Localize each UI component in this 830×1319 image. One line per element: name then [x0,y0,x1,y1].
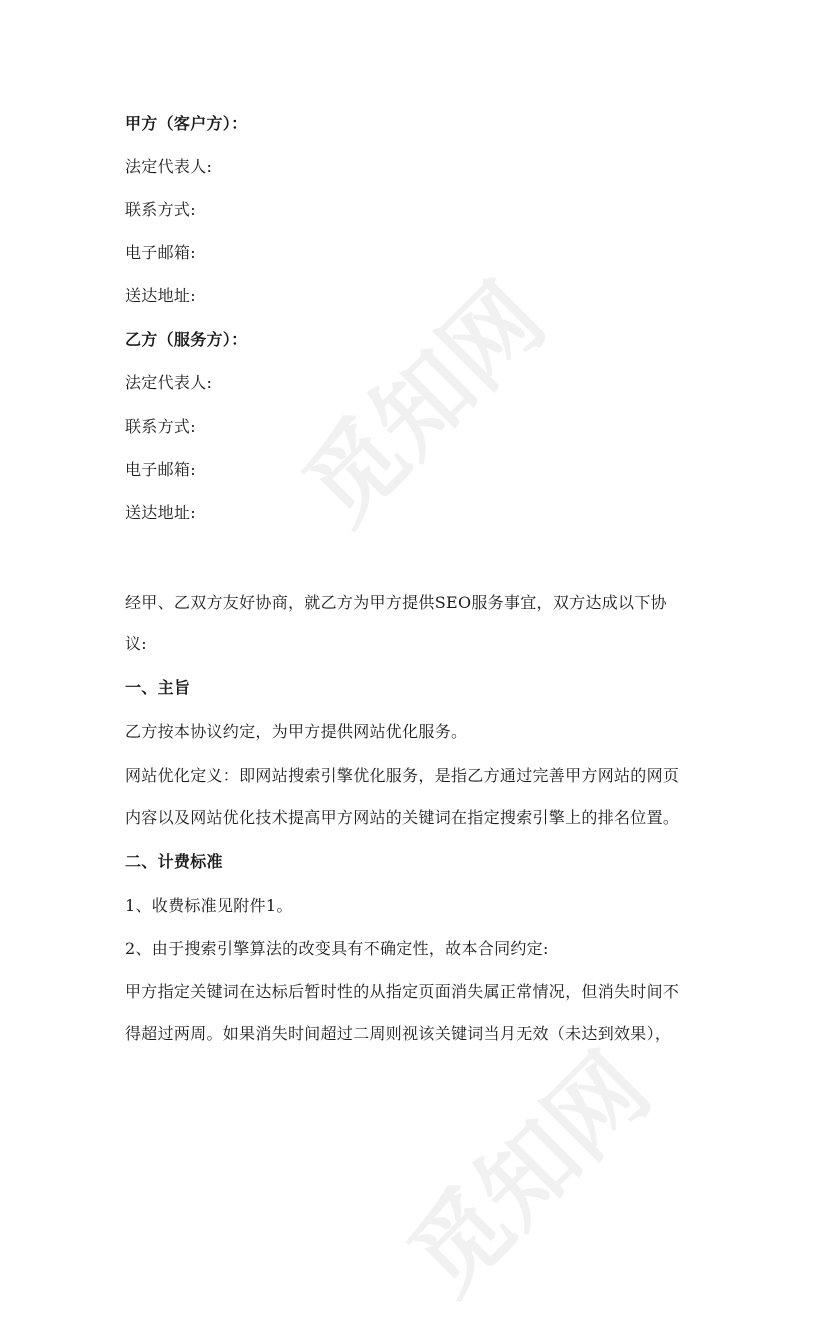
party-a-contact: 联系方式: [125,200,196,219]
party-a-email: 电子邮箱: [125,243,196,262]
intro-line-2: 议: [125,634,147,653]
party-b-legal-rep: 法定代表人: [125,373,213,392]
watermark-bottom: 觅知网 [387,1032,671,1316]
watermark: 觅知网 [282,262,566,546]
party-b-heading: 乙方（服务方）： [125,330,248,349]
section-1-para-2-line-2: 内容以及网站优化技术提高甲方网站的关键词在指定搜索引擎上的排名位置。 [125,808,680,827]
party-b-contact: 联系方式: [125,417,196,436]
section-2-para-line-1: 甲方指定关键词在达标后暂时性的从指定页面消失属正常情况，但消失时间不 [125,982,680,1001]
party-a-legal-rep: 法定代表人: [125,157,213,176]
section-2-item-2: 2、由于搜索引擎算法的改变具有不确定性，故本合同约定: [125,939,549,958]
section-2-para-line-2: 得超过两周。如果消失时间超过二周则视该关键词当月无效（未达到效果）， [125,1024,672,1043]
party-b-email: 电子邮箱: [125,460,196,479]
party-a-address: 送达地址: [125,286,196,305]
section-2-heading: 二、计费标准 [125,852,223,871]
intro-line-1: 经甲、乙双方友好协商，就乙方为甲方提供SEO服务事宜，双方达成以下协 [125,593,667,612]
section-1-heading: 一、主旨 [125,678,191,697]
party-a-heading: 甲方（客户方）： [125,114,248,133]
section-1-para-2-line-1: 网站优化定义：即网站搜索引擎优化服务，是指乙方通过完善甲方网站的网页 [125,766,680,785]
party-b-address: 送达地址: [125,503,196,522]
section-2-item-1: 1、收费标准见附件1。 [125,896,293,915]
section-1-para-1: 乙方按本协议约定，为甲方提供网站优化服务。 [125,722,468,741]
